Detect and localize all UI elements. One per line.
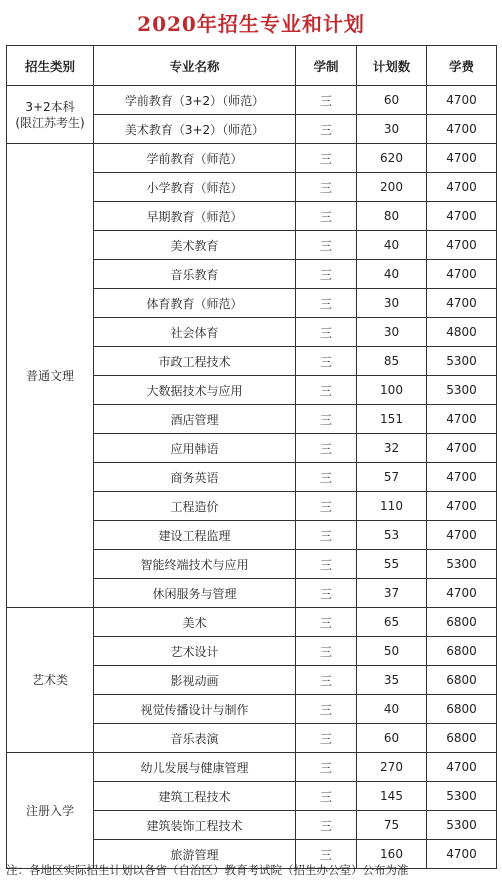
fee-cell: 4700 (427, 405, 497, 434)
fee-cell: 5300 (427, 376, 497, 405)
plan-cell: 30 (357, 289, 427, 318)
header-plan: 计划数 (357, 46, 427, 86)
years-cell: 三 (296, 260, 357, 289)
major-cell: 美术教育 (94, 231, 296, 260)
major-cell: 音乐教育 (94, 260, 296, 289)
table-row (7, 608, 497, 637)
fee-cell: 5300 (427, 347, 497, 376)
plan-cell: 200 (357, 173, 427, 202)
fee-cell: 5300 (427, 811, 497, 840)
fee-cell: 6800 (427, 608, 497, 637)
fee-cell: 4700 (427, 289, 497, 318)
fee-cell: 4700 (427, 115, 497, 144)
years-cell: 三 (296, 492, 357, 521)
major-cell: 休闲服务与管理 (94, 579, 296, 608)
category-cell: 普通文理 (7, 144, 94, 608)
years-cell: 三 (296, 289, 357, 318)
enrollment-plan-table (6, 45, 497, 869)
years-cell: 三 (296, 463, 357, 492)
header-category: 招生类别 (7, 46, 94, 86)
plan-cell: 65 (357, 608, 427, 637)
plan-cell: 57 (357, 463, 427, 492)
plan-cell: 53 (357, 521, 427, 550)
fee-cell: 4700 (427, 86, 497, 115)
major-cell: 音乐表演 (94, 724, 296, 753)
plan-cell: 60 (357, 724, 427, 753)
years-cell: 三 (296, 782, 357, 811)
fee-cell: 4800 (427, 318, 497, 347)
plan-cell: 60 (357, 86, 427, 115)
plan-cell: 620 (357, 144, 427, 173)
plan-cell: 270 (357, 753, 427, 782)
plan-cell: 85 (357, 347, 427, 376)
years-cell: 三 (296, 666, 357, 695)
major-cell: 应用韩语 (94, 434, 296, 463)
years-cell: 三 (296, 202, 357, 231)
major-cell: 体育教育（师范） (94, 289, 296, 318)
major-cell: 美术 (94, 608, 296, 637)
plan-cell: 32 (357, 434, 427, 463)
plan-cell: 80 (357, 202, 427, 231)
fee-cell: 6800 (427, 666, 497, 695)
fee-cell: 6800 (427, 637, 497, 666)
years-cell: 三 (296, 550, 357, 579)
fee-cell: 4700 (427, 521, 497, 550)
years-cell: 三 (296, 86, 357, 115)
major-cell: 影视动画 (94, 666, 296, 695)
page-title: 2020年招生专业和计划 (137, 12, 365, 36)
major-cell: 市政工程技术 (94, 347, 296, 376)
fee-cell: 4700 (427, 840, 497, 869)
major-cell: 智能终端技术与应用 (94, 550, 296, 579)
major-cell: 工程造价 (94, 492, 296, 521)
plan-cell: 30 (357, 318, 427, 347)
plan-cell: 40 (357, 695, 427, 724)
major-cell: 学前教育（3+2）（师范） (94, 86, 296, 115)
major-cell: 商务英语 (94, 463, 296, 492)
plan-cell: 75 (357, 811, 427, 840)
header-fee: 学费 (427, 46, 497, 86)
fee-cell: 4700 (427, 434, 497, 463)
major-cell: 学前教育（师范） (94, 144, 296, 173)
category-cell: 注册入学 (7, 753, 94, 869)
years-cell: 三 (296, 115, 357, 144)
years-cell: 三 (296, 231, 357, 260)
plan-cell: 151 (357, 405, 427, 434)
years-cell: 三 (296, 753, 357, 782)
table-row (7, 753, 497, 782)
plan-cell: 40 (357, 260, 427, 289)
fee-cell: 6800 (427, 695, 497, 724)
footnote: 注：各地区实际招生计划以各省（自治区）教育考试院（招生办公室）公布为准 (6, 863, 409, 877)
table-header-row (7, 46, 497, 86)
plan-cell: 160 (357, 840, 427, 869)
category-cell: 3+2本科 (限江苏考生) (7, 86, 94, 144)
fee-cell: 4700 (427, 492, 497, 521)
major-cell: 艺术设计 (94, 637, 296, 666)
years-cell: 三 (296, 724, 357, 753)
fee-cell: 4700 (427, 579, 497, 608)
plan-cell: 30 (357, 115, 427, 144)
fee-cell: 4700 (427, 173, 497, 202)
fee-cell: 4700 (427, 260, 497, 289)
years-cell: 三 (296, 811, 357, 840)
major-cell: 美术教育（3+2）（师范） (94, 115, 296, 144)
header-major: 专业名称 (94, 46, 296, 86)
table-row (7, 144, 497, 173)
years-cell: 三 (296, 521, 357, 550)
fee-cell: 4700 (427, 231, 497, 260)
plan-cell: 100 (357, 376, 427, 405)
major-cell: 小学教育（师范） (94, 173, 296, 202)
years-cell: 三 (296, 695, 357, 724)
plan-cell: 145 (357, 782, 427, 811)
fee-cell: 4700 (427, 463, 497, 492)
table-body (7, 86, 497, 869)
years-cell: 三 (296, 173, 357, 202)
header-years: 学制 (296, 46, 357, 86)
years-cell: 三 (296, 376, 357, 405)
years-cell: 三 (296, 144, 357, 173)
major-cell: 大数据技术与应用 (94, 376, 296, 405)
years-cell: 三 (296, 840, 357, 869)
years-cell: 三 (296, 347, 357, 376)
plan-cell: 35 (357, 666, 427, 695)
plan-cell: 50 (357, 637, 427, 666)
major-cell: 建设工程监理 (94, 521, 296, 550)
years-cell: 三 (296, 579, 357, 608)
plan-cell: 110 (357, 492, 427, 521)
major-cell: 酒店管理 (94, 405, 296, 434)
years-cell: 三 (296, 405, 357, 434)
fee-cell: 6800 (427, 724, 497, 753)
fee-cell: 5300 (427, 782, 497, 811)
major-cell: 幼儿发展与健康管理 (94, 753, 296, 782)
fee-cell: 5300 (427, 550, 497, 579)
category-cell: 艺术类 (7, 608, 94, 753)
years-cell: 三 (296, 608, 357, 637)
years-cell: 三 (296, 637, 357, 666)
fee-cell: 4700 (427, 202, 497, 231)
major-cell: 社会体育 (94, 318, 296, 347)
plan-cell: 55 (357, 550, 427, 579)
major-cell: 视觉传播设计与制作 (94, 695, 296, 724)
major-cell: 早期教育（师范） (94, 202, 296, 231)
plan-cell: 40 (357, 231, 427, 260)
fee-cell: 4700 (427, 753, 497, 782)
major-cell: 旅游管理 (94, 840, 296, 869)
table-row (7, 86, 497, 115)
years-cell: 三 (296, 434, 357, 463)
years-cell: 三 (296, 318, 357, 347)
fee-cell: 4700 (427, 144, 497, 173)
major-cell: 建筑装饰工程技术 (94, 811, 296, 840)
major-cell: 建筑工程技术 (94, 782, 296, 811)
plan-cell: 37 (357, 579, 427, 608)
